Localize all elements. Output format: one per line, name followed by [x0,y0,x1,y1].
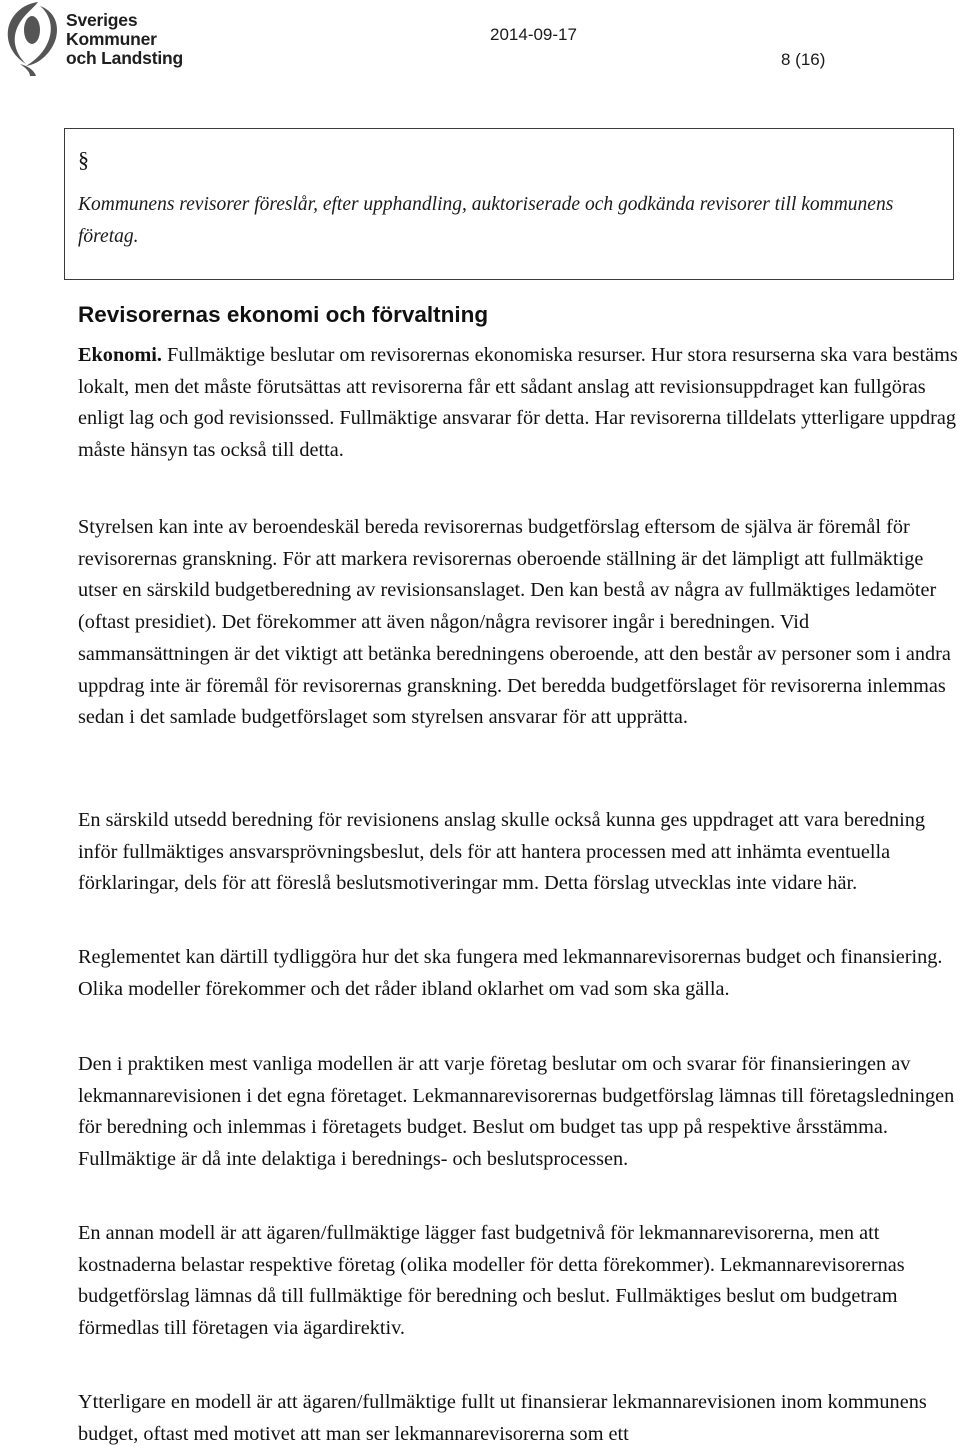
quote-text: Kommunens revisorer föreslår, efter upphandling, auktoriserade och godkända revisorer till kommunens företag. [78,194,894,247]
document-date: 2014-09-17 [490,25,577,44]
logo-line-2: Kommuner [66,29,157,49]
quote-box [64,128,954,280]
logo-wordmark [66,11,183,68]
skl-emblem-icon [0,0,62,76]
paragraph-text: Fullmäktige beslutar om revisorernas ekonomiska resurser. Hur stora resurserna ska vara bestäms lokalt, men det måste förutsättas att revisorerna får ett sådant anslag att revisionsuppdraget kan fullgöras enligt lag och god revisionssed. Fullmäktige ansvarar för detta. Har revisorerna tilldelats ytterligare uppdrag måste hänsyn tas också till detta. [78,344,958,462]
logo-line-1: Sveriges [66,10,138,30]
paragraph-model-three: Ytterligare en modell är att ägaren/fullmäktige fullt ut finansierar lekmannarevisionen inom kommunens budget, oftast med motivet att man ser lekmannarevisorerna som ett [78,1391,927,1445]
paragraph-budget-board: Styrelsen kan inte av beroendeskäl bereda revisorernas budgetförslag eftersom de själva är föremål för revisorernas granskning. För att markera revisorernas oberoende ställning är det lämpligt att fullmäktige utser en särskild budgetberedning av revisionsanslaget. Den kan bestå av några av fullmäktiges ledamöter (oftast presidiet). Det förekommer att även någon/några revisorer ingår i beredningen. Vid sammansättningen är det viktigt att betänka beredningens oberoende, att den består av personer som i andra uppdrag inte är föremål för revisorernas granskning. Det beredda budgetförslaget för revisorerna inlemmas sedan i det samlade budgetförslaget som styrelsen ansvarar för att upprätta. [78,516,951,729]
section-heading: Revisorernas ekonomi och förvaltning [78,302,489,327]
paragraph-special-committee: En särskild utsedd beredning för revisionens anslag skulle också kunna ges uppdraget att vara beredning inför fullmäktiges ansvarsprövningsbeslut, dels för att hantera processen med att inhämta eventuella förklaringar, dels för att föreslå beslutsmotiveringar mm. Detta förslag utvecklas inte vidare här. [78,809,926,895]
paragraph-model-one: Den i praktiken mest vanliga modellen är att varje företag beslutar om och svarar för finansieringen av lekmannarevisionen i det egna företaget. Lekmannarevisorernas budgetförslag lämnas till företagsledningen för beredning och inlemmas i företagets budget. Beslut om budget tas upp på respektive årsstämma. Fullmäktige är då inte delaktiga i berednings- och beslutsprocessen. [78,1053,955,1171]
run-in-heading: Ekonomi. [78,344,162,366]
paragraph-symbol: § [78,147,89,172]
paragraph-regulations: Reglementet kan därtill tydliggöra hur det ska fungera med lekmannarevisorernas budget och finansiering. Olika modeller förekommer och det råder ibland oklarhet om vad som ska gälla. [78,946,943,1000]
page-number: 8 (16) [781,50,826,69]
logo-line-3: och Landsting [66,48,183,68]
paragraph-model-two: En annan modell är att ägaren/fullmäktige lägger fast budgetnivå för lekmannarevisorerna, men att kostnaderna belastar respektive företag (olika modeller för detta förekommer). Lekmannarevisorernas budgetförslag lämnas då till fullmäktige för beredning och beslut. Fullmäktiges beslut om budgetram förmedlas till företagen via ägardirektiv. [78,1222,905,1340]
skl-logo [0,0,190,80]
paragraph-economy [78,340,958,467]
